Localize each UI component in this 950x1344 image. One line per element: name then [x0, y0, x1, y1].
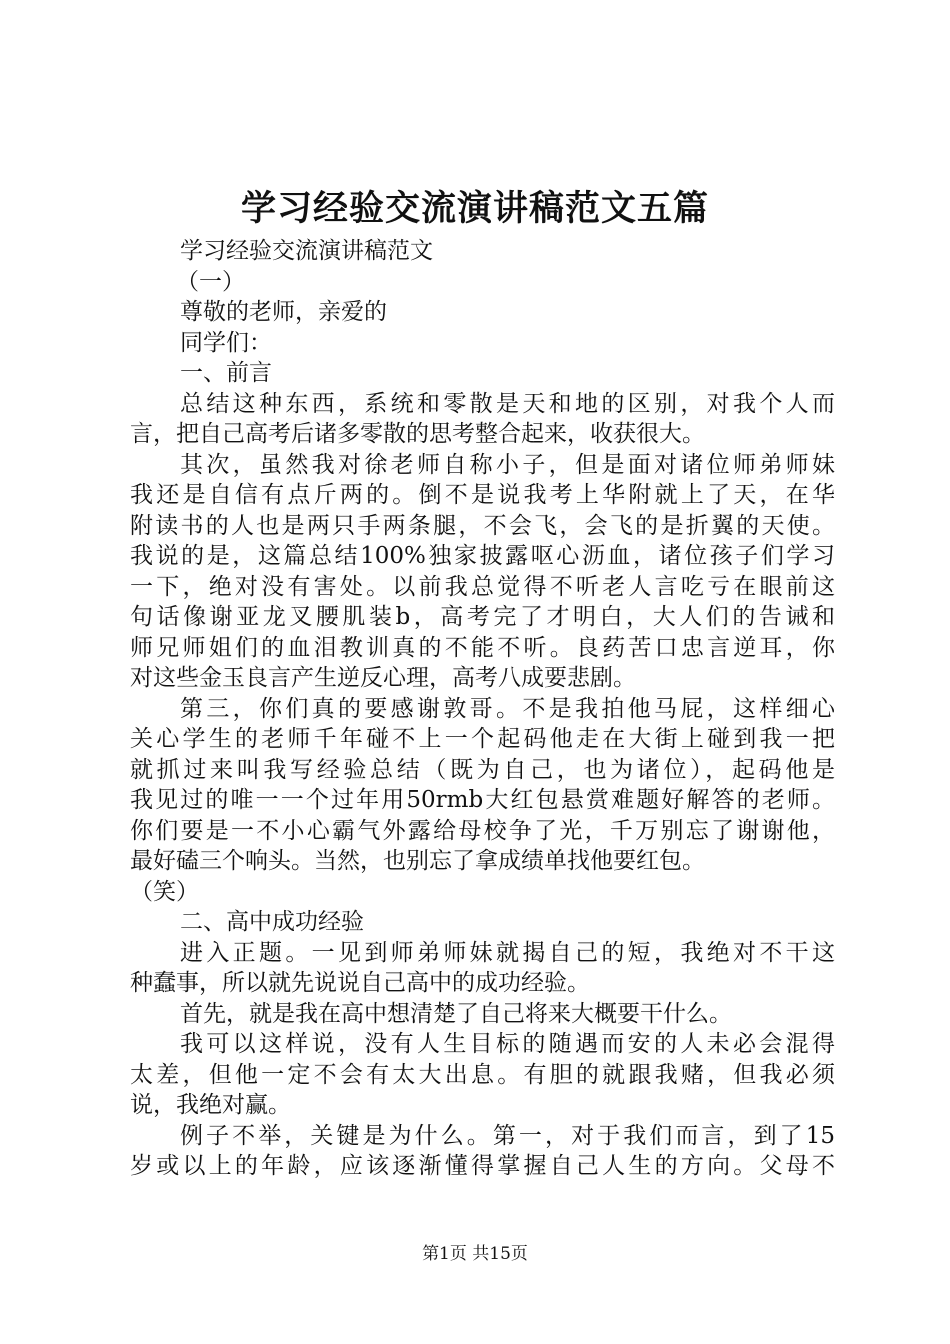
- paragraph-line: 我还是自信有点斤两的。倒不是说我考上华附就上了天，在华: [130, 482, 835, 508]
- paragraph-line: 其次，虽然我对徐老师自称小子，但是面对诸位师弟师妹: [180, 451, 835, 478]
- paragraph-line: 我见过的唯一一个过年用50rmb大红包悬赏难题好解答的老师。: [130, 787, 835, 813]
- paragraph-line: 太差，但他一定不会有太大出息。有胆的就跟我赌，但我必须: [130, 1061, 835, 1088]
- paragraph-line: 言，把自己高考后诸多零散的思考整合起来，收获很大。: [130, 421, 705, 447]
- paragraph-line: 你们要是一不小心霸气外露给母校争了光，千万别忘了谢谢他，: [130, 817, 835, 844]
- paragraph-line: 就抓过来叫我写经验总结（既为自己，也为诸位），起码他是: [130, 756, 835, 783]
- paragraph-line: 师兄师姐们的血泪教训真的不能不听。良药苦口忠言逆耳，你: [130, 634, 835, 661]
- document-title: 学习经验交流演讲稿范文五篇: [240, 188, 709, 229]
- subtitle-line: 学习经验交流演讲稿范文: [180, 238, 433, 264]
- paragraph-line: 我说的是，这篇总结100%独家披露呕心沥血，诸位孩子们学习: [130, 543, 835, 569]
- paragraph-line: 首先，就是我在高中想清楚了自己将来大概要干什么。: [180, 1000, 732, 1027]
- paragraph-line: 我可以这样说，没有人生目标的随遇而安的人未必会混得: [180, 1031, 835, 1057]
- paragraph-line: 附读书的人也是两只手两条腿，不会飞，会飞的是折翼的天使。: [130, 512, 835, 539]
- page-number-footer: 第1页 共15页: [422, 1244, 528, 1264]
- paragraph-line: 种蠢事，所以就先说说自己高中的成功经验。: [130, 970, 590, 996]
- paragraph-line: 总结这种东西，系统和零散是天和地的区别，对我个人而: [180, 390, 835, 417]
- paragraph-line: 岁或以上的年龄，应该逐渐懂得掌握自己人生的方向。父母不: [130, 1153, 835, 1179]
- paragraph-line: （笑）: [130, 878, 199, 905]
- paragraph-line: 最好磕三个响头。当然，也别忘了拿成绩单找他要红包。: [130, 848, 705, 874]
- section-heading: 二、高中成功经验: [180, 909, 364, 935]
- salutation-line: 同学们：: [180, 329, 272, 356]
- paragraph-line: 一下，绝对没有害处。以前我总觉得不听老人言吃亏在眼前这: [130, 573, 835, 600]
- paragraph-line: 进入正题。一见到师弟师妹就揭自己的短，我绝对不干这: [180, 939, 835, 966]
- salutation-line: 尊敬的老师，亲爱的: [180, 299, 387, 325]
- paragraph-line: 关心学生的老师千年碰不上一个起码他走在大街上碰到我一把: [130, 726, 835, 752]
- section-number-line: （一）: [176, 268, 245, 295]
- document-body: [130, 236, 835, 1182]
- paragraph-line: 对这些金玉良言产生逆反心理，高考八成要悲剧。: [130, 665, 636, 691]
- paragraph-line: 句话像谢亚龙叉腰肌装b，高考完了才明白，大人们的告诫和: [130, 604, 835, 630]
- section-heading: 一、前言: [180, 360, 272, 386]
- paragraph-line: 说，我绝对赢。: [130, 1092, 291, 1118]
- paragraph-line: 第三，你们真的要感谢敦哥。不是我拍他马屁，这样细心: [180, 695, 835, 722]
- paragraph-line: 例子不举，关键是为什么。第一，对于我们而言，到了15: [180, 1122, 835, 1149]
